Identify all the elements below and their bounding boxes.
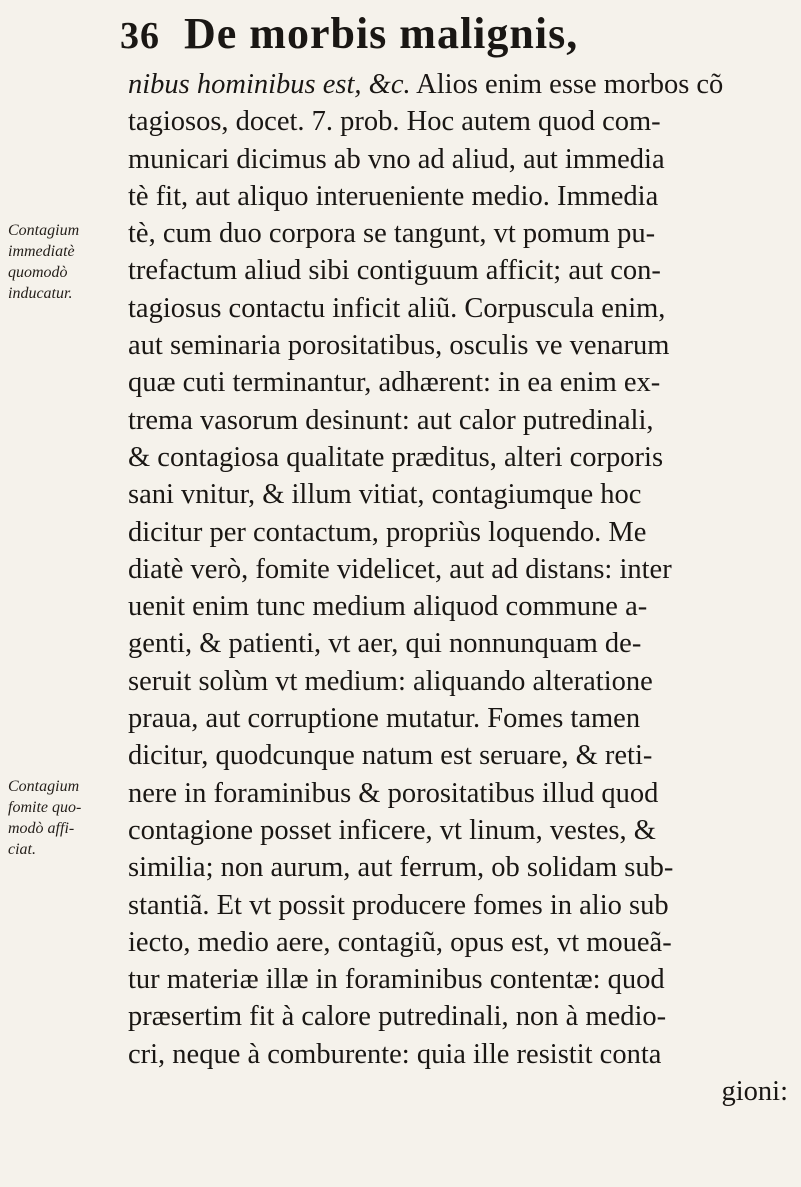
text-line: aut seminaria porositatibus, osculis ve venarum [128,330,670,362]
text-line: & contagiosa qualitate præditus, alteri corporis [128,441,664,473]
text-line: tè fit, aut aliquo interueniente medio. Immedia [128,180,659,212]
marginal-note-line: immediatè [8,243,75,260]
italic-phrase: nibus hominibus est, &c. [128,69,411,100]
text-line: genti, & patienti, vt aer, qui nonnunquam de- [128,628,642,660]
catchword: gioni: [721,1076,788,1108]
marginal-note-line: quomodò [8,264,68,281]
marginal-note-line: inducatur. [8,285,73,302]
text-line: cri, neque à comburente: quia ille resistit conta [128,1038,662,1070]
marginal-note-line: ciat. [8,841,36,858]
page-number: 36 [120,15,160,57]
text-line: uenit enim tunc medium aliquod commune a- [128,591,648,623]
text-line: quæ cuti terminantur, adhærent: in ea enim ex- [128,367,661,399]
main-text-block [128,66,788,1110]
text-line: præsertim fit à calore putredinali, non à medio- [128,1001,667,1033]
marginal-note-line: modò affi- [8,820,75,837]
page-header [120,8,720,64]
text-line: sani vnitur, & illum vitiat, contagiumque hoc [128,479,642,511]
text-line: dicitur, quodcunque natum est seruare, & reti- [128,740,653,772]
text-line: contagione posset inficere, vt linum, vestes, & [128,814,656,846]
text-line: tagiosus contactu inficit aliũ. Corpuscula enim, [128,292,666,324]
text-line: tur materiæ illæ in foraminibus contentæ: quod [128,964,665,996]
text-line: iecto, medio aere, contagiũ, opus est, vt moueã- [128,926,672,958]
text-line: praua, aut corruptione mutatur. Fomes tamen [128,703,641,735]
text-line: seruit solùm vt medium: aliquando alteratione [128,665,653,697]
marginal-note-line: fomite quo- [8,799,82,816]
text-line: similia; non aurum, aut ferrum, ob solidam sub- [128,852,674,884]
text-line: trema vasorum desinunt: aut calor putredinali, [128,404,654,436]
text-line [128,66,788,103]
marginal-note-2 [8,776,120,860]
text-line: diatè verò, fomite videlicet, aut ad distans: inter [128,553,672,585]
text-line: tè, cum duo corpora se tangunt, vt pomum pu- [128,218,656,250]
text-line: trefactum aliud sibi contiguum afficit; aut con- [128,255,661,287]
text-line: tagiosos, docet. 7. prob. Hoc autem quod com- [128,106,661,138]
running-title: De morbis malignis, [184,9,579,58]
marginal-note-line: Contagium [8,222,80,239]
text-line-rest: Alios enim esse morbos cõ [410,69,724,100]
text-line: stantiã. Et vt possit producere fomes in alio sub [128,889,669,921]
text-line: nere in foraminibus & porositatibus illud quod [128,777,659,809]
marginal-note-line: Contagium [8,778,80,795]
marginal-note-1 [8,220,120,304]
text-line: municari dicimus ab vno ad aliud, aut immedia [128,143,665,175]
text-line: dicitur per contactum, propriùs loquendo. Me [128,516,647,548]
